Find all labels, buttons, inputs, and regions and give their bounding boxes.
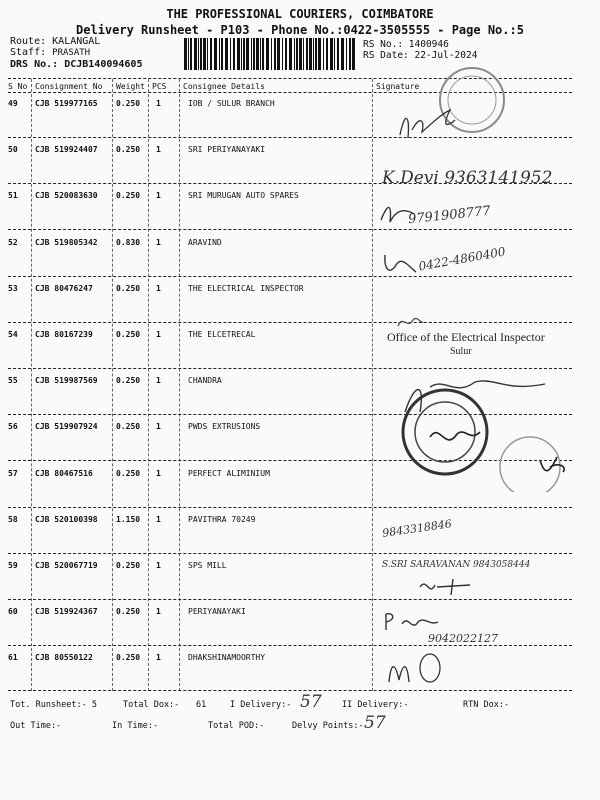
barcode-bar — [309, 38, 312, 70]
signature-51: 9791908777 — [407, 203, 492, 228]
signature-mark-59 — [415, 575, 475, 599]
row-pcs: 1 — [156, 237, 161, 247]
delvy-points-label: Delvy Points:- — [292, 721, 364, 731]
total-pod-label: Total POD:- — [208, 721, 265, 731]
barcode-bar — [274, 38, 276, 70]
signature-58: 9843318846 — [381, 517, 453, 540]
barcode-bar — [277, 38, 280, 70]
row-consignment-no: CJB 80476247 — [35, 283, 93, 293]
row-consignee: IOB / SULUR BRANCH — [188, 99, 275, 108]
barcode-bar — [253, 38, 255, 70]
barcode-bar — [326, 38, 328, 70]
barcode-bar — [194, 38, 197, 70]
signature-59: S.SRI SARAVANAN 9843058444 — [382, 560, 531, 570]
signature-seals-55-57 — [385, 372, 585, 492]
row-consignment-no: CJB 519977165 — [35, 99, 98, 108]
row-consignment-no: CJB 519805342 — [35, 237, 98, 247]
barcode-bar — [282, 38, 283, 70]
rs-date-value: 22-Jul-2024 — [414, 50, 478, 61]
route-label: Route: — [10, 36, 47, 47]
row-sno: 56 — [8, 422, 18, 432]
signature-mark-53 — [395, 312, 425, 332]
barcode-bar — [346, 38, 347, 70]
signature-60: 9042022127 — [428, 632, 498, 645]
drs-value: DCJB140094605 — [64, 59, 143, 70]
row-divider — [8, 507, 572, 508]
drs-line — [10, 59, 142, 70]
row-sno: 54 — [8, 330, 18, 339]
row-pcs: 1 — [156, 376, 161, 386]
row-consignment-no: CJB 80167239 — [35, 330, 93, 339]
row-divider — [8, 645, 572, 646]
row-consignment-no: CJB 520067719 — [35, 561, 98, 570]
col-consignment: Consignment No — [35, 82, 103, 91]
footer-top-rule — [8, 690, 572, 691]
barcode-bar — [230, 38, 231, 70]
row-sno: 55 — [8, 376, 18, 386]
barcode-bar — [318, 38, 321, 70]
row-sno: 49 — [8, 99, 18, 108]
row-consignee: CHANDRA — [188, 376, 222, 386]
barcode-bar — [334, 38, 335, 70]
row-pcs: 1 — [156, 653, 161, 663]
row-sno: 52 — [8, 237, 18, 247]
row-sno: 57 — [8, 468, 18, 478]
row-weight: 0.250 — [116, 561, 141, 570]
col-weight: Weight — [116, 82, 145, 91]
rs-date-label: RS Date: — [363, 50, 409, 61]
signature-52: 0422-4860400 — [417, 244, 507, 274]
total-dox-label: Total Dox:- — [123, 700, 180, 710]
tot-runsheet: Tot. Runsheet:- 5 — [10, 700, 97, 710]
rtn-dox-label: RTN Dox:- — [463, 700, 510, 710]
row-consignee: THE ELCETRECAL — [188, 330, 256, 339]
row-consignee: THE ELECTRICAL INSPECTOR — [188, 283, 304, 293]
col-consignee: Consignee Details — [183, 82, 265, 91]
row-consignee: ARAVIND — [188, 237, 222, 247]
row-consignment-no: CJB 519924407 — [35, 145, 98, 155]
out-time-label: Out Time:- — [10, 721, 62, 731]
barcode-bar — [262, 38, 264, 70]
row-consignee: SPS MILL — [188, 561, 227, 570]
row-consignment-no: CJB 520083630 — [35, 191, 98, 201]
row-weight: 0.250 — [116, 468, 141, 478]
barcode-bar — [241, 38, 242, 70]
staff-value: PRASATH — [52, 48, 91, 58]
rs-no-line — [363, 39, 449, 50]
row-pcs: 1 — [156, 514, 161, 524]
row-divider — [8, 368, 572, 369]
barcode-bar — [294, 38, 295, 70]
row-sno: 53 — [8, 283, 18, 293]
barcode-bar — [214, 38, 217, 70]
row-weight: 1.150 — [116, 514, 141, 524]
row-weight: 0.250 — [116, 99, 141, 108]
row-weight: 0.250 — [116, 283, 141, 293]
route-line — [10, 36, 100, 47]
barcode-bar — [243, 38, 245, 70]
col-sno: S No — [8, 82, 28, 91]
row-divider — [8, 322, 572, 323]
barcode-bar — [260, 38, 261, 70]
rs-no-value: 1400946 — [408, 39, 449, 50]
barcode-bar — [188, 38, 189, 70]
barcode-bar — [313, 38, 314, 70]
row-weight: 0.250 — [116, 376, 141, 386]
row-weight: 0.250 — [116, 653, 141, 663]
barcode-bar — [349, 38, 351, 70]
barcode-bar — [246, 38, 249, 70]
row-weight: 0.250 — [116, 607, 141, 617]
row-sno: 60 — [8, 607, 18, 617]
barcode-bar — [306, 38, 308, 70]
total-dox-value: 61 — [196, 700, 207, 710]
row-divider — [8, 599, 572, 600]
row-sno: 58 — [8, 514, 18, 524]
row-pcs: 1 — [156, 330, 161, 339]
signature-mark-61 — [385, 652, 445, 688]
col-pcs: PCS — [152, 82, 167, 91]
barcode-bar — [200, 38, 202, 70]
row-consignee: PERFECT ALIMINIUM — [188, 468, 270, 478]
col-signature: Signature — [376, 82, 420, 91]
row-consignment-no: CJB 519924367 — [35, 607, 98, 617]
row-pcs: 1 — [156, 422, 161, 432]
row-weight: 0.250 — [116, 191, 141, 201]
staff-line — [10, 47, 90, 58]
staff-label: Staff: — [10, 47, 47, 58]
row-consignment-no: CJB 520100398 — [35, 514, 98, 524]
barcode-bar — [198, 38, 199, 70]
barcode-bar — [303, 38, 304, 70]
row-weight: 0.250 — [116, 145, 141, 155]
delvy-points-value: 57 — [364, 713, 386, 733]
barcode-bar — [266, 38, 269, 70]
barcode-bar — [225, 38, 228, 70]
row-weight: 0.250 — [116, 330, 141, 339]
row-sno: 50 — [8, 145, 18, 155]
row-pcs: 1 — [156, 468, 161, 478]
row-consignee: DHAKSHINAMOORTHY — [188, 653, 266, 663]
ii-delivery-label: II Delivery:- — [342, 700, 409, 710]
row-consignment-no: CJB 80550122 — [35, 653, 93, 663]
row-sno: 61 — [8, 653, 18, 663]
barcode-bar — [289, 38, 292, 70]
row-consignee: PAVITHRA 70249 — [188, 514, 256, 524]
barcode-bar — [237, 38, 240, 70]
row-consignee: PWDS EXTRUSIONS — [188, 422, 261, 432]
barcode-bar — [299, 38, 302, 70]
row-pcs: 1 — [156, 191, 161, 201]
row-pcs: 1 — [156, 283, 161, 293]
barcode-bar — [315, 38, 317, 70]
barcode-bar — [210, 38, 212, 70]
row-consignment-no: CJB 519987569 — [35, 376, 98, 386]
row-weight: 0.830 — [116, 237, 141, 247]
barcode-bar — [330, 38, 333, 70]
row-pcs: 1 — [156, 561, 161, 570]
route-value: KALANGAL — [52, 36, 101, 47]
row-consignment-no: CJB 519907924 — [35, 422, 98, 432]
row-divider — [8, 553, 572, 554]
barcode-bar — [207, 38, 208, 70]
barcode-bar — [323, 38, 324, 70]
row-consignee: SRI PERIYANAYAKI — [188, 145, 266, 155]
i-delivery-label: I Delivery:- — [230, 700, 292, 710]
barcode-bar — [256, 38, 259, 70]
row-pcs: 1 — [156, 145, 161, 155]
signature-mark-52 — [380, 250, 420, 280]
barcode-bar — [352, 38, 355, 70]
row-sno: 51 — [8, 191, 18, 201]
stamp-electrical-inspector: Office of the Electrical Inspector — [387, 330, 545, 344]
barcode-bar — [296, 38, 298, 70]
drs-label: DRS No.: — [10, 59, 59, 70]
row-sno: 59 — [8, 561, 18, 570]
barcode-bar — [271, 38, 272, 70]
row-weight: 0.250 — [116, 422, 141, 432]
barcode — [182, 38, 358, 70]
row-divider — [8, 229, 572, 230]
barcode-bar — [219, 38, 220, 70]
company-title: THE PROFESSIONAL COURIERS, COIMBATORE — [166, 7, 434, 21]
stamp-sulur: Sulur — [450, 346, 472, 357]
row-consignee: SRI MURUGAN AUTO SPARES — [188, 191, 299, 201]
barcode-bar — [203, 38, 206, 70]
signature-50: K.Devi 9363141952 — [382, 168, 553, 188]
row-pcs: 1 — [156, 99, 161, 108]
runsheet-title: Delivery Runsheet - P103 - Phone No.:0422-3505555 - Page No.:5 — [76, 23, 524, 37]
barcode-bar — [251, 38, 252, 70]
barcode-bar — [337, 38, 339, 70]
barcode-bar — [190, 38, 192, 70]
row-divider — [8, 276, 572, 277]
row-consignee: PERIYANAYAKI — [188, 607, 246, 617]
in-time-label: In Time:- — [112, 721, 159, 731]
barcode-bar — [341, 38, 344, 70]
row-pcs: 1 — [156, 607, 161, 617]
barcode-bar — [285, 38, 287, 70]
barcode-bar — [184, 38, 187, 70]
barcode-bar — [221, 38, 223, 70]
rs-no-label: RS No.: — [363, 39, 404, 50]
signature-stamp-49 — [380, 60, 510, 150]
row-consignment-no: CJB 80467516 — [35, 468, 93, 478]
barcode-bar — [233, 38, 235, 70]
i-delivery-value: 57 — [300, 692, 322, 712]
